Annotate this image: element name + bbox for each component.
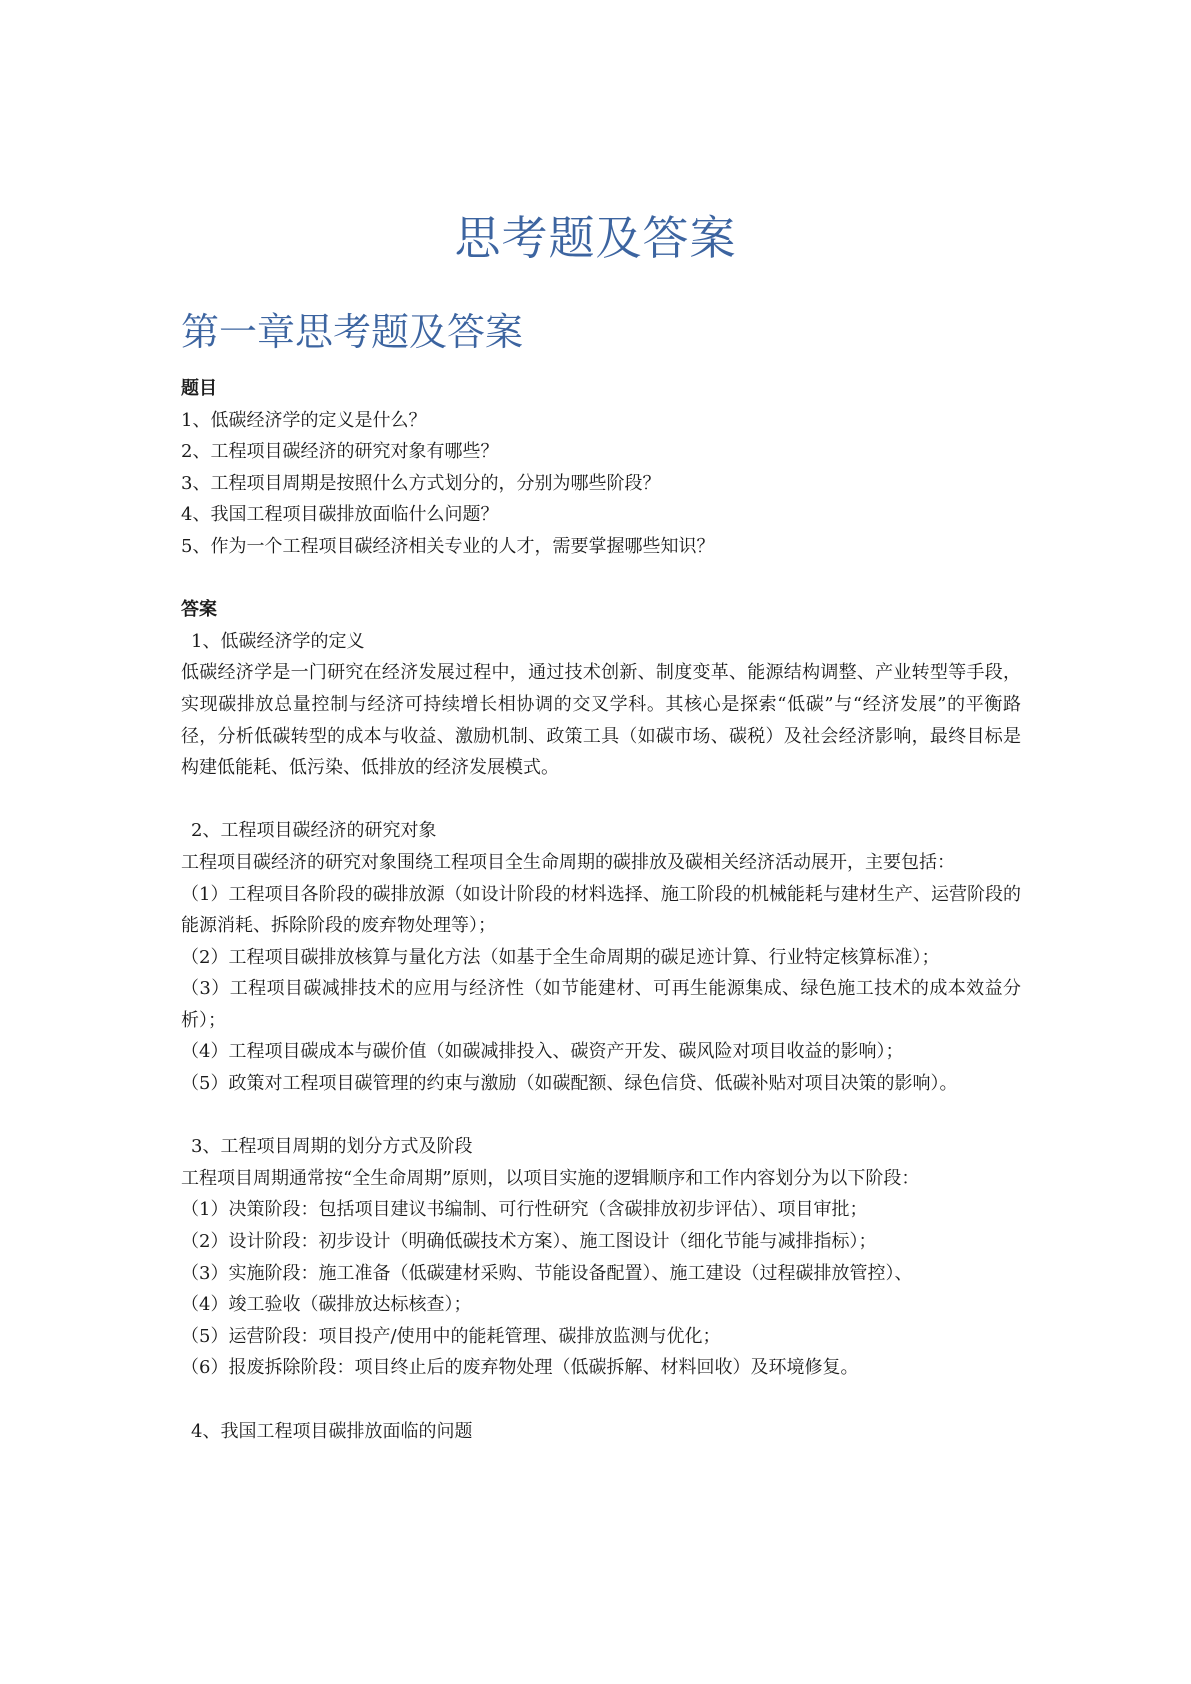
spacer	[181, 563, 1021, 595]
answer-heading: 1、低碳经济学的定义	[191, 630, 365, 652]
answer-paragraph: 工程项目碳经济的研究对象围绕工程项目全生命周期的碳排放及碳相关经济活动展开，主要包括：	[181, 851, 955, 873]
answer-list-item: （4）竣工验收（碳排放达标核查）；	[181, 1294, 472, 1316]
answer-list-item: （6）报废拆除阶段：项目终止后的废弃物处理（低碳拆解、材料回收）及环境修复。	[181, 1357, 859, 1379]
answer-list-item: （1）工程项目各阶段的碳排放源（如设计阶段的材料选择、施工阶段的机械能耗与建材生产、运营阶段的能源消耗、拆除阶段的废弃物处理等）；	[181, 883, 1021, 937]
document-title: 思考题及答案	[454, 211, 737, 265]
answer-list-item: （4）工程项目碳成本与碳价值（如碳减排投入、碳资产开发、碳风险对项目收益的影响）；	[181, 1041, 904, 1063]
answer-list-item: （2）工程项目碳排放核算与量化方法（如基于全生命周期的碳足迹计算、行业特定核算标准）；	[181, 946, 940, 968]
answer-paragraph: 工程项目周期通常按“全生命周期”原则，以项目实施的逻辑顺序和工作内容划分为以下阶段：	[181, 1167, 920, 1189]
spacer	[181, 784, 1021, 816]
question-item: 3、工程项目周期是按照什么方式划分的，分别为哪些阶段？	[181, 472, 661, 494]
answer-list-item: （1）决策阶段：包括项目建议书编制、可行性研究（含碳排放初步评估）、项目审批；	[181, 1199, 868, 1221]
document-body	[181, 373, 1021, 1447]
answer-heading: 4、我国工程项目碳排放面临的问题	[191, 1420, 473, 1442]
answers-label: 答案	[181, 599, 217, 621]
question-item: 5、作为一个工程项目碳经济相关专业的人才，需要掌握哪些知识？	[181, 535, 715, 557]
answer-list-item: （3）工程项目碳减排技术的应用与经济性（如节能建材、可再生能源集成、绿色施工技术的成本效益分析）；	[181, 978, 1021, 1031]
spacer	[181, 1100, 1021, 1132]
answer-heading: 3、工程项目周期的划分方式及阶段	[191, 1136, 473, 1158]
question-item: 1、低碳经济学的定义是什么？	[181, 409, 427, 431]
question-item: 2、工程项目碳经济的研究对象有哪些？	[181, 441, 499, 463]
answer-paragraph: 低碳经济学是一门研究在经济发展过程中，通过技术创新、制度变革、能源结构调整、产业转型等手段，实现碳排放总量控制与经济可持续增长相协调的交叉学科。其核心是探索“低碳”与“经济发展”的平衡路径，分析低碳转型的成本与收益、激励机制、政策工具（如碳市场、碳税）及社会经济影响，最终目标是构建低能耗、低污染、低排放的经济发展模式。	[181, 662, 1021, 779]
questions-label: 题目	[181, 378, 217, 399]
answer-list-item: （5）政策对工程项目碳管理的约束与激励（如碳配额、绿色信贷、低碳补贴对项目决策的影响）。	[181, 1073, 958, 1095]
question-item: 4、我国工程项目碳排放面临什么问题？	[181, 504, 499, 526]
answer-list-item: （2）设计阶段：初步设计（明确低碳技术方案）、施工图设计（细化节能与减排指标）；	[181, 1231, 877, 1253]
chapter-title: 第一章思考题及答案	[181, 310, 524, 354]
spacer	[181, 1384, 1021, 1416]
answer-list-item: （5）运营阶段：项目投产/使用中的能耗管理、碳排放监测与优化；	[181, 1325, 721, 1347]
answer-heading: 2、工程项目碳经济的研究对象	[191, 820, 437, 842]
answer-list-item: （3）实施阶段：施工准备（低碳建材采购、节能设备配置）、施工建设（过程碳排放管控）、	[181, 1262, 913, 1284]
